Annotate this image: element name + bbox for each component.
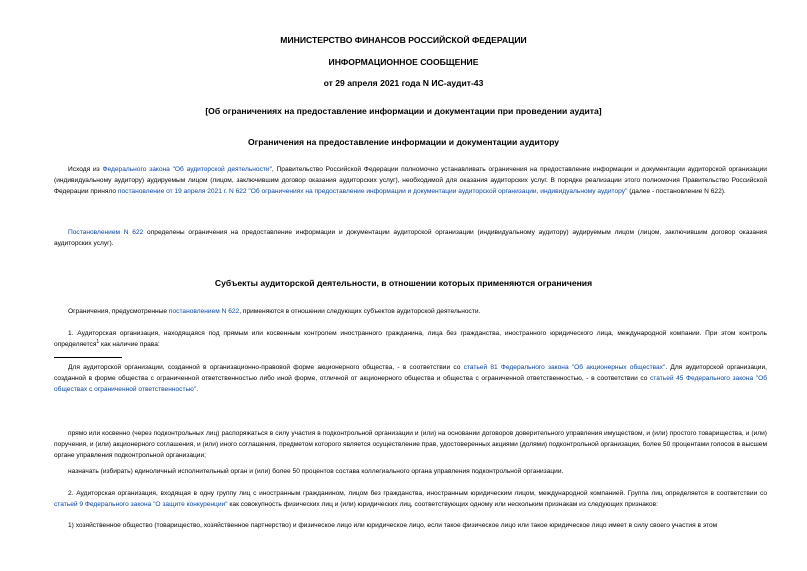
text: . Для аудиторской организации, созданной в форме общества с ограниченной ответственностью либо иной форме, отличной от акционерного общества и общества с ограниченной ответственностью, - в соответствии со	[54, 364, 767, 382]
doc-subject-heading: [Об ограничениях на предоставление информации и документации при проведении аудита]	[205, 106, 602, 116]
text: как наличие права:	[99, 341, 160, 348]
footnote-marker[interactable]: 1	[96, 338, 100, 345]
footnote-divider	[54, 357, 122, 358]
text: (далее - постановление N 622).	[627, 188, 726, 195]
section1-title: Ограничения на предоставление информации и документации аудитору	[247, 137, 560, 147]
text: , применяются в отношении следующих субъектов аудиторской деятельности.	[239, 308, 481, 315]
link-llc-law[interactable]: статьей 45 Федерального закона "Об обществах с ограниченной ответственностью"	[54, 375, 767, 393]
section2-paragraph-4: назначать (избирать) единоличный исполнительный орган и (или) более 50 процентов состава коллегиального органа управления подконтрольной организации.	[68, 468, 564, 475]
ministry-heading: МИНИСТЕРСТВО ФИНАНСОВ РОССИЙСКОЙ ФЕДЕРАЦИИ	[280, 35, 527, 45]
section2-paragraph-1	[54, 306, 767, 317]
section2-paragraph-2	[54, 328, 767, 350]
link-resolution-622[interactable]: постановление от 19 апреля 2021 г. N 622 "Об ограничениях на предоставление информации и документации аудиторской организации, индивидуальному аудитору"	[117, 188, 628, 195]
text: .	[196, 386, 199, 393]
section2-title: Субъекты аудиторской деятельности, в отношении которых применяются ограничения	[214, 278, 593, 288]
link-audit-law[interactable]: Федерального закона "Об аудиторской деятельности"	[102, 166, 272, 173]
doc-date-heading: от 29 апреля 2021 года N ИС-аудит-43	[323, 78, 484, 88]
section1-paragraph-2	[54, 227, 767, 249]
text: 1. Аудиторская организация, находящаяся под прямым или косвенным контролем иностранного гражданина, лица без гражданства, иностранного юридического лица, международной компании. При этом контроль определяется	[54, 330, 767, 348]
link-resolution-622-short[interactable]: Постановлением N 622	[68, 229, 144, 236]
text: как совокупность физических лиц и (или) юридических лиц, соответствующих одному или нескольким признакам из следующих признаков:	[227, 501, 658, 508]
section1-paragraph-1	[54, 164, 767, 197]
doc-type-heading: ИНФОРМАЦИОННОЕ СООБЩЕНИЕ	[328, 57, 479, 67]
link-joint-stock-law[interactable]: статьей 81 Федерального закона "Об акционерных обществах"	[463, 364, 666, 371]
link-resolution-622-restrictions[interactable]: постановлением N 622	[168, 308, 240, 315]
text: Исходя из	[68, 166, 103, 173]
text: Ограничения, предусмотренные	[68, 308, 169, 315]
footnote-text	[54, 362, 767, 395]
text: 2. Аудиторская организация, входящая в одну группу лиц с иностранным гражданином, лицом без гражданства, иностранным юридическим лицом, международной компанией. Группа лиц определяется в соответствии со	[68, 490, 767, 497]
section2-paragraph-6: 1) хозяйственное общество (товарищество, хозяйственное партнерство) и физическое лицо или юридическое лицо, если такое физическое лицо или такое юридическое лицо имеет в силу своего участия в этом	[68, 522, 718, 529]
section2-paragraph-5	[54, 488, 767, 510]
text: определены ограничения на предоставление информации и документации аудиторской организации (индивидуальному аудитору) аудируемым лицом (лицом, заключившим договор оказания аудиторских услуг).	[54, 229, 767, 247]
section2-paragraph-3: прямо или косвенно (через подконтрольных лиц) распоряжаться в силу участия в подконтрольной организации и (или) на основании договоров доверительного управления имуществом, и (или) простого товарищества, и (или) поручения, и (или) акционерного соглашения, и (или) иного соглашения, предметом которого является осуществление прав, удостоверенных акциями (долями) подконтрольной организации, более 50 процентами голосов в высшем органе управления подконтрольной организации;	[54, 430, 767, 459]
text: Для аудиторской организации, созданной в организационно-правовой форме акционерного общества, - в соответствии со	[68, 364, 464, 371]
text: , Правительство Российской Федерации полномочно устанавливать ограничения на предоставление информации и документации аудиторской организации (индивидуальному аудитору) аудируемым лицом (лицом, заключившим договор оказания аудиторских услуг), необходимой для оказания аудиторских услуг. В порядке реализации этого полномочия Правительство Российской Федерации приняло	[54, 166, 767, 195]
link-competition-law[interactable]: статьей 9 Федерального закона "О защите конкуренции"	[54, 501, 228, 508]
